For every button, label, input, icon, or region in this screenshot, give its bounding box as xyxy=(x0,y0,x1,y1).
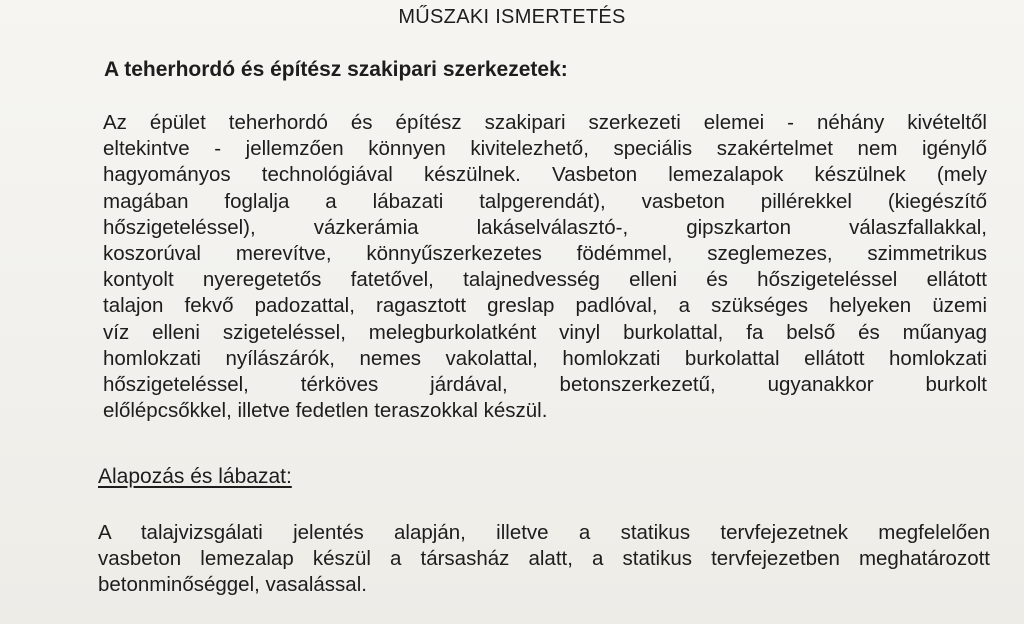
text-line: eltekintve - jellemzően könnyen kivitelezhető, speciális szakértelmet nem igénylő xyxy=(103,137,987,161)
text-line: hőszigeteléssel, térköves járdával, betonszerkezetű, ugyanakkor burkolt xyxy=(103,373,987,397)
text-line: Az épület teherhordó és építész szakipari szerkezeti elemei - néhány kivételtől xyxy=(103,111,987,134)
text-line: kontyolt nyeregetetős fatetővel, talajnedvesség elleni és hőszigeteléssel ellátott xyxy=(103,268,987,292)
text-line: koszorúval merevítve, könnyűszerkezetes födémmel, szeglemezes, szimmetrikus xyxy=(103,242,987,266)
section-body-foundation xyxy=(98,520,990,599)
text-line: vasbeton lemezalap készül a társasház alatt, a statikus tervfejezetben meghatározott xyxy=(98,547,990,571)
text-line: A talajvizsgálati jelentés alapján, illetve a statikus tervfejezetnek megfelelően xyxy=(98,521,990,544)
text-line: hőszigeteléssel), vázkerámia lakáselválasztó-, gipszkarton válaszfallakkal, xyxy=(103,215,987,239)
text-line: hagyományos technológiával készülnek. Vasbeton lemezalapok készülnek (mely xyxy=(103,163,987,187)
text-line: talajon fekvő padozattal, ragasztott greslap padlóval, a szükséges helyeken üzemi xyxy=(103,294,987,318)
section-heading-structures: A teherhordó és építész szakipari szerkezetek: xyxy=(104,58,568,81)
section-heading-foundation: Alapozás és lábazat: xyxy=(98,465,292,488)
text-line: előlépcsőkkel, illetve fedetlen teraszokkal készül. xyxy=(103,399,548,423)
section-body-structures xyxy=(103,110,987,424)
text-line: homlokzati nyílászárók, nemes vakolattal, homlokzati burkolattal ellátott homlokzati xyxy=(103,346,987,370)
text-line: víz elleni szigeteléssel, melegburkolatként vinyl burkolattal, fa belső és műanyag xyxy=(103,320,987,344)
document-title: MŰSZAKI ISMERTETÉS xyxy=(398,6,626,28)
text-line: betonminőséggel, vasalással. xyxy=(98,573,367,597)
text-line: magában foglalja a lábazati talpgerendát), vasbeton pillérekkel (kiegészítő xyxy=(103,189,987,213)
